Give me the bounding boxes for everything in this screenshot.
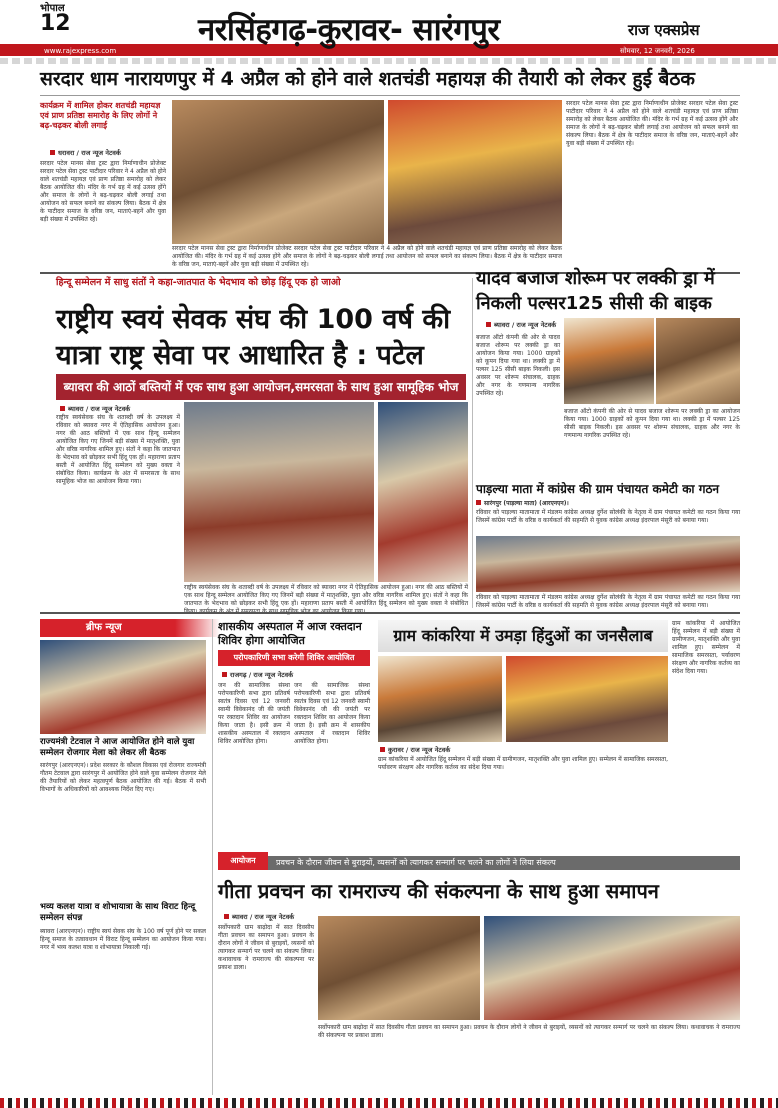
congress-headline: पाड़ल्या माता में कांग्रेस की ग्राम पंचायत कमेटी का गठन [476,482,720,496]
rss-headline: राष्ट्रीय स्वयं सेवक संघ की 100 वर्ष की यात्रा राष्ट्र सेवा पर आधारित है : पटेल [56,304,451,371]
congress-body: रविवार को पाड़ल्या मातामाता में मंडलम कांग्रेस अध्यक्ष दुर्गेश सोलंकी के नेतृत्व में ग्राम पंचायत कमेटी का गठन किया गया जिसमें कांग्रेस पार्टी के वरिष्ठ व कार्यकर्ता की सहमति से युवक कांग्रेस अध्यक्ष इंदरपाल मंसूरी को बनाया गया। [476,509,740,524]
kankariya-byline: कुरावर / राज न्यूज नेटवर्क [380,745,510,754]
lead-byline: धरावरा / राज न्यूज नेटवर्क [50,148,170,157]
page-number: 12 [40,11,71,36]
gita-byline: ब्यावरा / राज न्यूज नेटवर्क [224,912,364,921]
brief-news-label: ब्रीफ न्यूज [40,619,220,637]
footer-strip [0,1098,778,1108]
virat-body: ब्यावरा (आरएनएन)। राष्ट्रीय स्वयं सेवक संघ के 100 वर्ष पूर्ण होने पर सकल हिन्दू समाज के तत्वावधान में विराट हिन्दू सम्मेलन का आयोजन किया गया। नगर में भव्य कलश यात्रा व शोभायात्रा निकाली गई। [40,928,206,951]
yadav-body-cont: बजाज ऑटो कंपनी की ओर से यादव बजाज शोरूम पर लक्की ड्रा का आयोजन किया गया। 1000 ग्राहकों को कूपन दिया गया था। लक्की ड्रा में पल्सर 125 सीसी बाइक निकली। इस अवसर पर शोरूम संचालक, ग्राहक और नगर के गणमान्य नागरिक उपस्थित रहे। [564,408,740,439]
gita-kicker: प्रवचन के दौरान जीवन से बुराइयों, व्यसनों को त्यागकर सन्मार्ग पर चलने का लोगों ने लिया संकल्प [218,856,740,870]
yadav-headline: यादव बजाज शोरूम पर लक्की ड्रा में निकली पल्सर125 सीसी की बाइक [476,268,715,314]
column-rule [472,278,473,608]
dateline: सोमवार, 12 जनवरी, 2026 [620,47,695,55]
kankariya-photo-stage [378,656,502,742]
divider [40,95,740,96]
brief-headline: राज्यमंत्री टेटवाल ने आज आयोजित होने वाले युवा सम्मेलन रोजगार मेला को लेकर ली बैठक [40,737,195,758]
rss-kicker: हिन्दू सम्मेलन में साधु संतों ने कहा-जातपात के भेदभाव को छोड़ हिंदू एक हो जाओ [56,277,341,288]
blood-body-cont: जन की सामाजिक संस्था परोपकारिणी सभा द्वारा प्रतिवर्ष स्वतंत्र दिवस एवं 12 जनवरी स्वामी विवेकानंद जी की जयंती पर रक्तदान शिविर का आयोजन किया जाता है। इसी क्रम में शासकीय अस्पताल में रक्तदान शिविर आयोजित होगा। [294,682,370,745]
lead-headline: सरदार धाम नारायणपुर में 4 अप्रैल को होने वाले शतचंडी महायज्ञ की तैयारी को लेकर हुई बैठक [40,68,696,90]
rss-byline: ब्यावरा / राज न्यूज नेटवर्क [60,404,190,413]
congress-caption: रविवार को पाड़ल्या मातामाता में मंडलम कांग्रेस अध्यक्ष दुर्गेश सोलंकी के नेतृत्व में ग्राम पंचायत कमेटी का गठन किया गया जिसमें कांग्रेस पार्टी के वरिष्ठ व कार्यकर्ता की सहमति से युवक कांग्रेस अध्यक्ष इंदरपाल मंसूरी को बनाया गया। [476,594,740,609]
lead-body-right: सरदार पटेल मानस सेवा ट्रस्ट द्वारा निर्माणाधीन प्रोजेक्ट सरदार पटेल सेवा ट्रस्ट पाटीदार परिवार ने 4 अप्रैल को होने वाले शतचंडी महायज्ञ एवं प्राण प्रतिष्ठा समारोह को लेकर बैठक आयोजित की। मंदिर के गर्भ ग्रह में कई उत्सव होंगे और समाज के लोगों ने बढ़-चढ़कर बोली लगाई तथा आयोजन को सफल बनाने का संकल्प लिया। बैठक में क्षेत्र के पाटीदार समाज के वरिष्ठ जन, माताएं-बहनें और युवा बड़ी संख्या में उपस्थित रहे। [566,100,738,147]
blood-subhead: परोपकारिणी सभा करेगी शिविर आयोजित [218,650,370,666]
column-rule [212,619,213,1095]
gita-headline: गीता प्रवचन का रामराज्य की संकल्पना के साथ हुआ समापन [218,879,659,903]
kankariya-body-right: ग्राम कांकरिया में आयोजित हिंदू सम्मेलन में बड़ी संख्या में ग्रामीणजन, मातृशक्ति और युवा शामिल हुए। सम्मेलन में सामाजिक समरसता, पर्यावरण संरक्षण और नागरिक कर्तव्य का संदेश दिया गया। [672,620,740,675]
congress-byline: सारंगपुर (पाड़ल्या माता) (आरएनएन)। [476,499,626,507]
gita-tag: आयोजन [218,852,268,870]
rss-body-cont: राष्ट्रीय स्वयंसेवक संघ के शताब्दी वर्ष के उपलक्ष्य में रविवार को ब्यावरा नगर में ऐतिहासिक आयोजन हुआ। नगर की आठ बस्तियों में एक साथ हिन्दू सम्मेलन आयोजित किए गए जिनमें बड़ी संख्या में मातृशक्ति, युवा और वरिष्ठ नागरिक शामिल हुए। संतों ने कहा कि जातपात के भेदभाव को छोड़कर सभी हिंदू एक हों। महाराणा प्रताप बस्ती में आयोजित हिंदू सम्मेलन को मुख्य वक्ता ने संबोधित [184,584,468,607]
decorative-strip [0,58,778,64]
kankariya-body: ग्राम कांकरिया में आयोजित हिंदू सम्मेलन में बड़ी संख्या में ग्रामीणजन, मातृशक्ति और युवा शामिल हुए। सम्मेलन में सामाजिक समरसता, पर्यावरण संरक्षण और नागरिक कर्तव्य का संदेश दिया गया। [378,756,668,771]
divider [40,612,740,614]
blood-byline: राजगढ़ / राज न्यूज नेटवर्क [222,670,362,679]
lead-body-cont: सरदार पटेल मानस सेवा ट्रस्ट द्वारा निर्माणाधीन प्रोजेक्ट सरदार पटेल सेवा ट्रस्ट पाटीदार परिवार ने 4 अप्रैल को होने वाले शतचंडी महायज्ञ एवं प्राण प्रतिष्ठा समारोह को लेकर बैठक आयोजित की। मंदिर के गर्भ ग्रह में कई उत्सव होंगे और समाज के लोगों ने बढ़-चढ़कर बोली लगाई तथा आयोजन को सफल बनाने का संकल्प लिया। बैठक में क्षेत्र के पाटीदार समाज के वरिष्ठ जन, माताएं-बहनें और युवा बड़ी संख्या में उपस्थित रहे। [172,245,562,268]
gita-body: सर्वोपकारी ग्राम बाढ़ोदा में सात दिवसीय गीता प्रवचन का समापन हुआ। प्रवचन के दौरान लोगों ने जीवन से बुराइयों, व्यसनों को त्यागकर सन्मार्ग पर चलने का संकल्प लिया। कथावाचक ने रामराज्य की संकल्पना पर प्रकाश डाला। [218,924,314,971]
edition-city: भोपाल [40,3,65,14]
blood-body: जन की सामाजिक संस्था परोपकारिणी सभा द्वारा प्रतिवर्ष स्वतंत्र दिवस एवं 12 जनवरी स्वामी विवेकानंद जी की जयंती पर रक्तदान शिविर का आयोजन किया जाता है। इसी क्रम में शासकीय अस्पताल में रक्तदान शिविर आयोजित होगा। [218,682,290,745]
kankariya-photo-crowd [506,656,668,742]
gita-photo-audience [484,916,740,1020]
virat-headline: भव्य कलश यात्रा व शोभायात्रा के साथ विराट हिन्दू सम्मेलन संपन्न [40,902,196,923]
rss-body: राष्ट्रीय स्वयंसेवक संघ के शताब्दी वर्ष के उपलक्ष्य में रविवार को ब्यावरा नगर में ऐतिहासिक आयोजन हुआ। नगर की आठ बस्तियों में एक साथ हिन्दू सम्मेलन आयोजित किए गए जिनमें बड़ी संख्या में मातृशक्ति, युवा और वरिष्ठ नागरिक शामिल हुए। संतों ने कहा कि जातपात के भेदभाव को छोड़कर सभी हिंदू एक हों। महाराणा प्रताप बस्ती में आयोजित हिंदू सम्मेलन को मुख्य वक्ता ने संबोधित किया। कार्यक्रम के अंत में समरसता के साथ सामूहिक भोज का आयोजन किया गया। [56,414,180,485]
yadav-photo-winner [656,318,740,404]
section-title: नरसिंहगढ़-कुरावर- सारंगपुर [198,12,500,48]
brief-body: सारंगपुर (आरएनएन)। प्रदेश सरकार के कौशल विकास एवं रोजगार राज्यमंत्री गौतम टेटवाल द्वारा सारंगपुर में आयोजित होने वाले युवा सम्मेलन रोजगार मेले की तैयारियों को लेकर महत्वपूर्ण बैठक आयोजित की गई। बैठक में सभी विभागों के अधिकारियों को आवश्यक निर्देश दिए गए। [40,762,206,793]
blood-headline: शासकीय अस्पताल में आज रक्तदान शिविर होगा आयोजित [218,620,362,647]
yadav-photo-bike [564,318,654,404]
yadav-byline: ब्यावरा / राज न्यूज नेटवर्क [486,320,606,329]
congress-photo-group [476,536,740,592]
lead-body: सरदार पटेल मानस सेवा ट्रस्ट द्वारा निर्माणाधीन प्रोजेक्ट सरदार पटेल सेवा ट्रस्ट पाटीदार परिवार ने 4 अप्रैल को होने वाले शतचंडी महायज्ञ एवं प्राण प्रतिष्ठा समारोह को लेकर बैठक आयोजित की। मंदिर के गर्भ ग्रह में कई उत्सव होंगे और समाज के लोगों ने बढ़-चढ़कर बोली लगाई तथा आयोजन को सफल बनाने का संकल्प लिया। बैठक में क्षेत्र के पाटीदार समाज के वरिष्ठ जन, माताएं-बहनें और युवा बड़ी संख्या में उपस्थित रहे। [40,160,166,223]
gita-photo-guests [318,916,480,1020]
rss-photo-banner [378,402,468,582]
paper-name: राज एक्सप्रेस [628,21,700,39]
site-url[interactable]: www.rajexpress.com [40,46,120,56]
yadav-body: बजाज ऑटो कंपनी की ओर से यादव बजाज शोरूम पर लक्की ड्रा का आयोजन किया गया। 1000 ग्राहकों को कूपन दिया गया था। लक्की ड्रा में पल्सर 125 सीसी बाइक निकली। इस अवसर पर शोरूम संचालक, ग्राहक और नगर के गणमान्य नागरिक उपस्थित रहे। [476,334,560,397]
lead-photo-meeting [172,100,384,244]
lead-photo-audience [388,100,562,244]
gita-body-cont: सर्वोपकारी ग्राम बाढ़ोदा में सात दिवसीय गीता प्रवचन का समापन हुआ। प्रवचन के दौरान लोगों ने जीवन से बुराइयों, व्यसनों को त्यागकर सन्मार्ग पर चलने का संकल्प लिया। कथावाचक ने रामराज्य की संकल्पना पर प्रकाश डाला। [318,1024,740,1039]
kankariya-headline: ग्राम कांकरिया में उमड़ा हिंदुओं का जनसैलाब [378,620,668,652]
brief-photo [40,640,206,734]
rss-subhead: ब्यावरा की आठों बस्तियों में एक साथ हुआ आयोजन,समरसता के साथ हुआ सामूहिक भोज [56,374,466,400]
lead-kicker: कार्यक्रम में शामिल होकर शतचंडी महायज्ञ एवं प्राण प्रतिष्ठा समारोह के लिए लोगों ने बढ़-चढ़कर बोली लगाई [40,101,161,130]
rss-photo-stage [184,402,374,582]
